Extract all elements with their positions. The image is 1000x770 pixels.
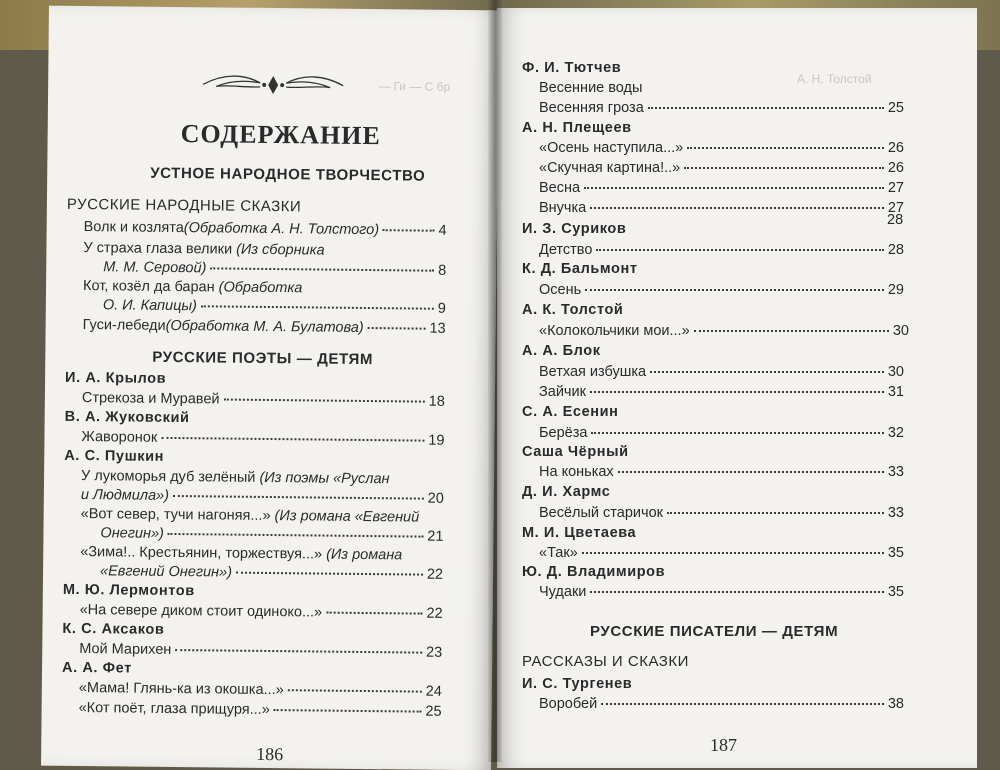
dot-leader [288,689,422,692]
entry-title: «Мама! Глянь-ка из окошка...» [78,680,284,699]
toc-entry[interactable] [539,200,904,216]
dot-leader [684,167,884,169]
page-ref: 23 [426,644,443,661]
author-heading: С. А. Есенин [522,404,619,420]
dot-leader [582,552,884,554]
toc-entry[interactable] [81,429,444,449]
entry-title: «Кот поёт, глаза прищуря...» [78,700,270,719]
toc-entry-line1[interactable] [81,468,390,487]
section-poets: РУССКИЕ ПОЭТЫ — ДЕТЯМ [152,348,374,369]
author-heading: А. А. Фет [61,659,132,677]
author-heading: И. А. Крылов [65,369,167,387]
dot-leader [326,612,422,615]
entry-title: Волк и козлята [83,219,184,237]
subsection-fairy-tales: РУССКИЕ НАРОДНЫЕ СКАЗКИ [66,195,302,216]
dot-leader [591,432,883,434]
dot-leader [173,495,424,500]
page-ref: 20 [427,490,444,507]
entry-title: «Скучная картина!..» [539,160,681,176]
toc-entry[interactable] [82,390,445,410]
entry-title: На коньках [539,464,614,480]
page-ref: 25 [887,100,904,116]
author-heading: Ю. Д. Владимиров [522,564,666,580]
toc-entry[interactable] [79,700,442,720]
page-ref: 27 [887,200,904,216]
entry-title: У страха глаза велики [83,240,237,258]
page-number: 186 [256,743,284,765]
entry-note: (Из романа «Евгений [274,508,420,526]
dot-leader [168,533,423,538]
dot-leader [201,305,434,309]
author-heading: И. С. Тургенев [522,676,633,692]
entry-note: М. М. Серовой) [103,259,207,277]
toc-entry[interactable] [80,602,443,622]
toc-entry[interactable] [539,505,904,521]
toc-entry[interactable] [100,563,443,583]
toc-entry[interactable] [539,545,904,561]
page-ref: 30 [892,323,909,339]
toc-entry[interactable] [81,487,444,507]
dot-leader [236,572,423,576]
toc-entry[interactable] [539,140,904,156]
dot-leader [383,229,435,232]
toc-entry-line1[interactable] [83,240,324,259]
page-ref: 22 [426,566,444,583]
contents-title: СОДЕРЖАНИЕ [180,119,381,151]
author-heading: Ф. И. Тютчев [522,60,622,76]
dot-leader [596,249,883,251]
page-ref: 32 [887,425,904,441]
page-ref: 29 [887,282,904,298]
dot-leader [274,709,422,713]
toc-entry[interactable] [539,323,909,339]
right-page [497,8,977,768]
page-ref: 25 [425,703,442,720]
entry-title: «Так» [539,545,578,561]
page-ref: 38 [887,696,904,712]
dot-leader [648,107,884,109]
page-ref: 28 [887,242,904,258]
author-heading: А. Н. Плещеев [522,120,632,136]
entry-note: О. И. Капицы) [102,297,197,315]
toc-entry[interactable] [539,464,904,480]
author-heading: А. К. Толстой [522,302,624,318]
page-ref: 35 [887,545,904,561]
entry-title: Берёза [539,425,588,441]
entry-title: «Колокольчики мои...» [539,323,690,339]
toc-entry[interactable] [79,641,442,661]
author-heading: М. И. Цветаева [522,525,637,541]
entry-note: (Из романа [326,546,403,564]
dot-leader [368,327,426,330]
author-heading: Д. И. Хармс [522,484,611,500]
entry-note: и Людмила») [80,487,170,504]
author-heading: Саша Чёрный [522,444,629,460]
bleed-through-text: — Ги — С бр [378,79,451,94]
entry-title: Весёлый старичок [539,505,663,521]
section-writers: РУССКИЕ ПИСАТЕЛИ — ДЕТЯМ [590,623,839,640]
dot-leader [694,330,889,332]
entry-title: У лукоморья дуб зелёный [80,468,260,486]
author-heading: К. Д. Бальмонт [522,261,638,277]
dot-leader [210,267,434,271]
page-ref: 22 [426,605,443,622]
dot-leader [590,391,884,393]
dot-leader [650,371,884,373]
entry-title: Зайчик [539,384,586,400]
bleed-through-text: А. Н. Толстой [797,72,872,86]
entry-note: (Из поэмы «Руслан [259,469,390,488]
entry-title: Жаворонок [81,429,158,446]
toc-entry[interactable] [539,384,904,400]
dot-leader [584,187,884,189]
book-gutter [488,0,502,762]
entry-title: Осень [539,282,582,298]
entry-title: Ветхая избушка [539,364,647,380]
left-page [41,6,499,770]
page-ref: 33 [887,505,904,521]
dot-leader [667,512,884,514]
entry-title: Стрекоза и Муравей [81,390,220,408]
author-heading: В. А. Жуковский [64,408,190,427]
page-ref: 9 [437,300,446,317]
toc-entry[interactable] [83,317,446,337]
entry-title: Воробей [539,696,598,712]
page-ref: 4 [438,222,447,239]
entry-title: Гуси-лебеди [82,317,166,334]
entry-note: (Из сборника [236,241,325,259]
page-number: 187 [710,735,737,755]
entry-title: «Зима!.. Крестьянин, торжествуя...» [80,544,327,563]
toc-entry-line1[interactable] [81,506,420,526]
dot-leader [618,471,884,473]
dot-leader [161,437,424,442]
entry-note: Онегин») [100,525,164,542]
entry-note: (Обработка [218,279,303,297]
page-ref: 30 [887,364,904,380]
page-ref: 19 [428,432,445,449]
entry-title: Чудаки [539,584,587,600]
toc-entry[interactable] [103,297,446,317]
toc-entry[interactable] [539,160,904,176]
page-ref: 26 [887,160,904,176]
author-heading: И. З. Суриков [522,221,627,237]
toc-entry[interactable] [539,80,642,96]
page-ref: 18 [428,393,445,410]
entry-note: (Обработка А. Н. Толстого) [183,220,380,239]
dot-leader [585,289,884,291]
entry-title: Весна [539,180,581,196]
author-heading: А. А. Блок [522,343,601,359]
page-ref: 24 [425,683,442,700]
entry-title: «Осень наступила...» [539,140,684,156]
toc-entry[interactable] [539,180,904,196]
page-ref: 27 [887,180,904,196]
toc-entry[interactable] [539,282,904,298]
page-ref: 33 [887,464,904,480]
entry-note: (Обработка М. А. Булатова) [165,317,364,336]
entry-title: Внучка [539,200,587,216]
dot-leader [590,207,884,209]
toc-entry[interactable] [103,259,446,279]
dot-leader [590,591,883,593]
entry-title: «Вот север, тучи нагоняя...» [80,506,275,525]
entry-title: «На севере диком стоит одиноко...» [79,602,323,621]
entry-title: Кот, козёл да баран [82,278,219,296]
page-ref: 21 [427,528,444,545]
section-oral-folk: УСТНОЕ НАРОДНОЕ ТВОРЧЕСТВО [150,164,426,185]
toc-entry[interactable] [539,425,904,441]
page-ref: 35 [887,584,904,600]
dot-leader [601,703,884,705]
entry-title: Весенняя гроза [539,100,644,116]
author-heading: А. С. Пушкин [64,447,165,465]
page-ref: 31 [887,384,904,400]
dot-leader [224,399,425,403]
entry-title: Мой Марихен [79,641,172,658]
entry-title: Детство [539,242,593,258]
dot-leader [175,649,422,654]
page-ref: 13 [429,320,446,337]
toc-entry[interactable] [84,219,447,239]
author-heading: М. Ю. Лермонтов [62,581,195,600]
dot-leader [687,147,884,149]
entry-title: Весенние воды [539,80,643,96]
toc-entry-line1[interactable] [83,278,302,296]
ornament-icon [198,73,348,97]
toc-entry[interactable] [100,525,443,545]
toc-entry[interactable] [539,696,904,712]
toc-entry[interactable] [539,242,904,258]
author-heading: К. С. Аксаков [62,620,165,638]
toc-entry[interactable] [539,584,904,600]
toc-entry[interactable] [539,100,904,116]
entry-note: «Евгений Онегин») [99,563,233,581]
page-ref: 28 [887,212,904,228]
subsection-stories: РАССКАЗЫ И СКАЗКИ [522,653,689,670]
toc-entry[interactable] [539,364,904,380]
toc-entry-line1[interactable] [80,544,402,563]
page-ref: 8 [438,262,447,279]
toc-entry[interactable] [79,680,442,700]
page-ref: 26 [887,140,904,156]
